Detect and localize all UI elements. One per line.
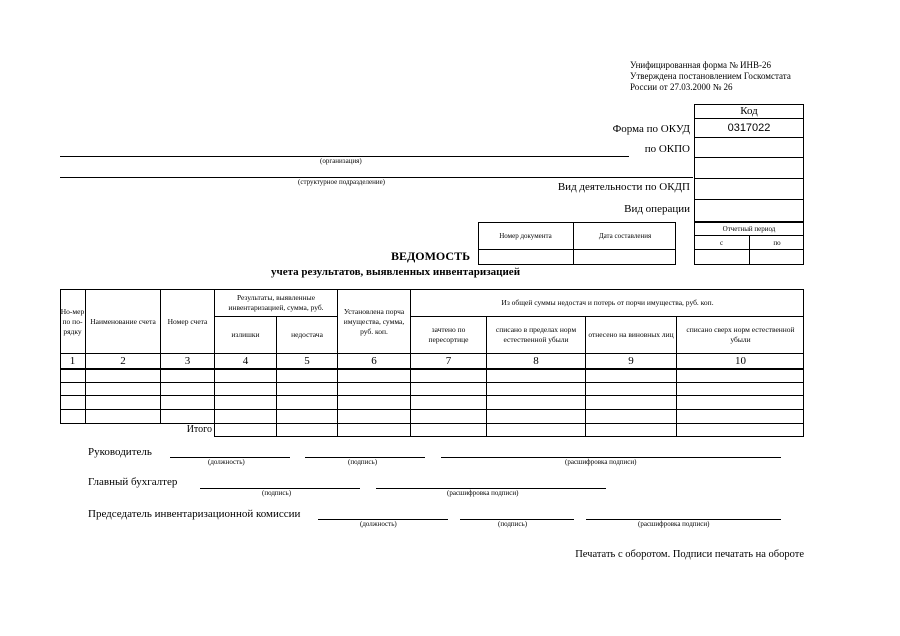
total-row[interactable] xyxy=(215,424,803,436)
form-number-line: Унифицированная форма № ИНВ-26 xyxy=(630,60,772,70)
col-number: 2 xyxy=(120,355,126,367)
document-title: ВЕДОМОСТЬ xyxy=(391,249,471,263)
okpo-label: по ОКПО xyxy=(644,143,690,155)
col-number: 1 xyxy=(69,355,76,367)
doc-number-label: Номер документа xyxy=(499,232,552,240)
col-number: 6 xyxy=(371,355,377,367)
results-group-header: Результаты, выявленные инвентаризацией, сумма, руб. xyxy=(228,293,324,312)
commission-chair-decoding-caption: (расшифровка подписи) xyxy=(638,520,710,528)
commission-chair-signature-caption: (подпись) xyxy=(498,520,528,528)
col-number: 8 xyxy=(533,355,539,367)
col-over-norms-header: списано сверх норм естественной убыли xyxy=(686,325,795,344)
doc-date-field[interactable] xyxy=(574,250,675,264)
col-regrading-header: зачтено по пересортице xyxy=(428,325,469,344)
col-number: 9 xyxy=(628,355,634,367)
okpo-code-value[interactable] xyxy=(694,138,804,157)
doc-date-label: Дата составления xyxy=(598,232,652,240)
col-guilty-persons-header: отнесено на виновных лиц xyxy=(588,330,674,339)
col-number: 4 xyxy=(242,355,249,367)
okdp-code-value[interactable] xyxy=(694,179,804,199)
col-surplus-header: излишки xyxy=(231,330,260,339)
total-label: Итого xyxy=(186,424,212,435)
commission-chair-label: Председатель инвентаризационной комиссии xyxy=(88,508,301,520)
head-label: Руководитель xyxy=(88,446,152,458)
period-to-label: по xyxy=(773,238,781,247)
table-row[interactable] xyxy=(61,383,803,395)
commission-chair-position-caption: (должность) xyxy=(360,520,397,528)
col-number: 3 xyxy=(184,355,191,367)
document-subtitle: учета результатов, выявленных инвентаризацией xyxy=(271,266,521,278)
col-number: 7 xyxy=(445,355,452,367)
okdp-label: Вид деятельности по ОКДП xyxy=(557,181,690,193)
footer-note: Печатать с оборотом. Подписи печатать на обороте xyxy=(575,549,804,560)
col-account-number-header: Номер счета xyxy=(167,316,208,326)
period-label: Отчетный период xyxy=(722,224,776,233)
chief-accountant-decoding-caption: (расшифровка подписи) xyxy=(447,489,519,497)
col-shortage-header: недостача xyxy=(291,330,323,339)
col-number: 5 xyxy=(304,355,310,367)
operation-code-value[interactable] xyxy=(694,200,804,222)
chief-accountant-label: Главный бухгалтер xyxy=(88,476,178,488)
head-decoding-caption: (расшифровка подписи) xyxy=(565,458,637,466)
operation-type-label: Вид операции xyxy=(624,203,690,215)
col-account-name-header: Наименование счета xyxy=(90,316,156,326)
table-row[interactable] xyxy=(61,396,803,409)
okud-code-value[interactable]: 0317022 xyxy=(727,122,771,134)
head-position-caption: (должность) xyxy=(208,458,245,466)
table-row[interactable] xyxy=(61,369,803,382)
head-signature-caption: (подпись) xyxy=(348,458,378,466)
form-date-line: России от 27.03.2000 № 26 xyxy=(630,82,733,92)
form-approval-line: Утверждена постановлением Госкомстата xyxy=(630,71,791,81)
department-caption: (структурное подразделение) xyxy=(298,178,386,186)
col-damage-header: Установлена порча имущества, сумма, руб. коп. xyxy=(343,306,405,336)
okud-label: Форма по ОКУД xyxy=(612,123,690,135)
col-within-norms-header: списано в пределах норм естественной убыли xyxy=(495,325,577,344)
table-row[interactable] xyxy=(61,410,803,423)
codes-title: Код xyxy=(740,105,758,117)
blank-code-value[interactable] xyxy=(694,158,804,178)
doc-number-field[interactable] xyxy=(479,250,573,264)
chief-accountant-signature-caption: (подпись) xyxy=(262,489,292,497)
period-from-label: с xyxy=(719,238,724,247)
col-number: 10 xyxy=(735,355,746,367)
organization-caption: (организация) xyxy=(320,157,362,165)
losses-group-header: Из общей суммы недостач и потерь от порчи имущества, руб. коп. xyxy=(501,298,714,307)
col-row-number-header: Но-мер по по-рядку xyxy=(60,306,85,336)
